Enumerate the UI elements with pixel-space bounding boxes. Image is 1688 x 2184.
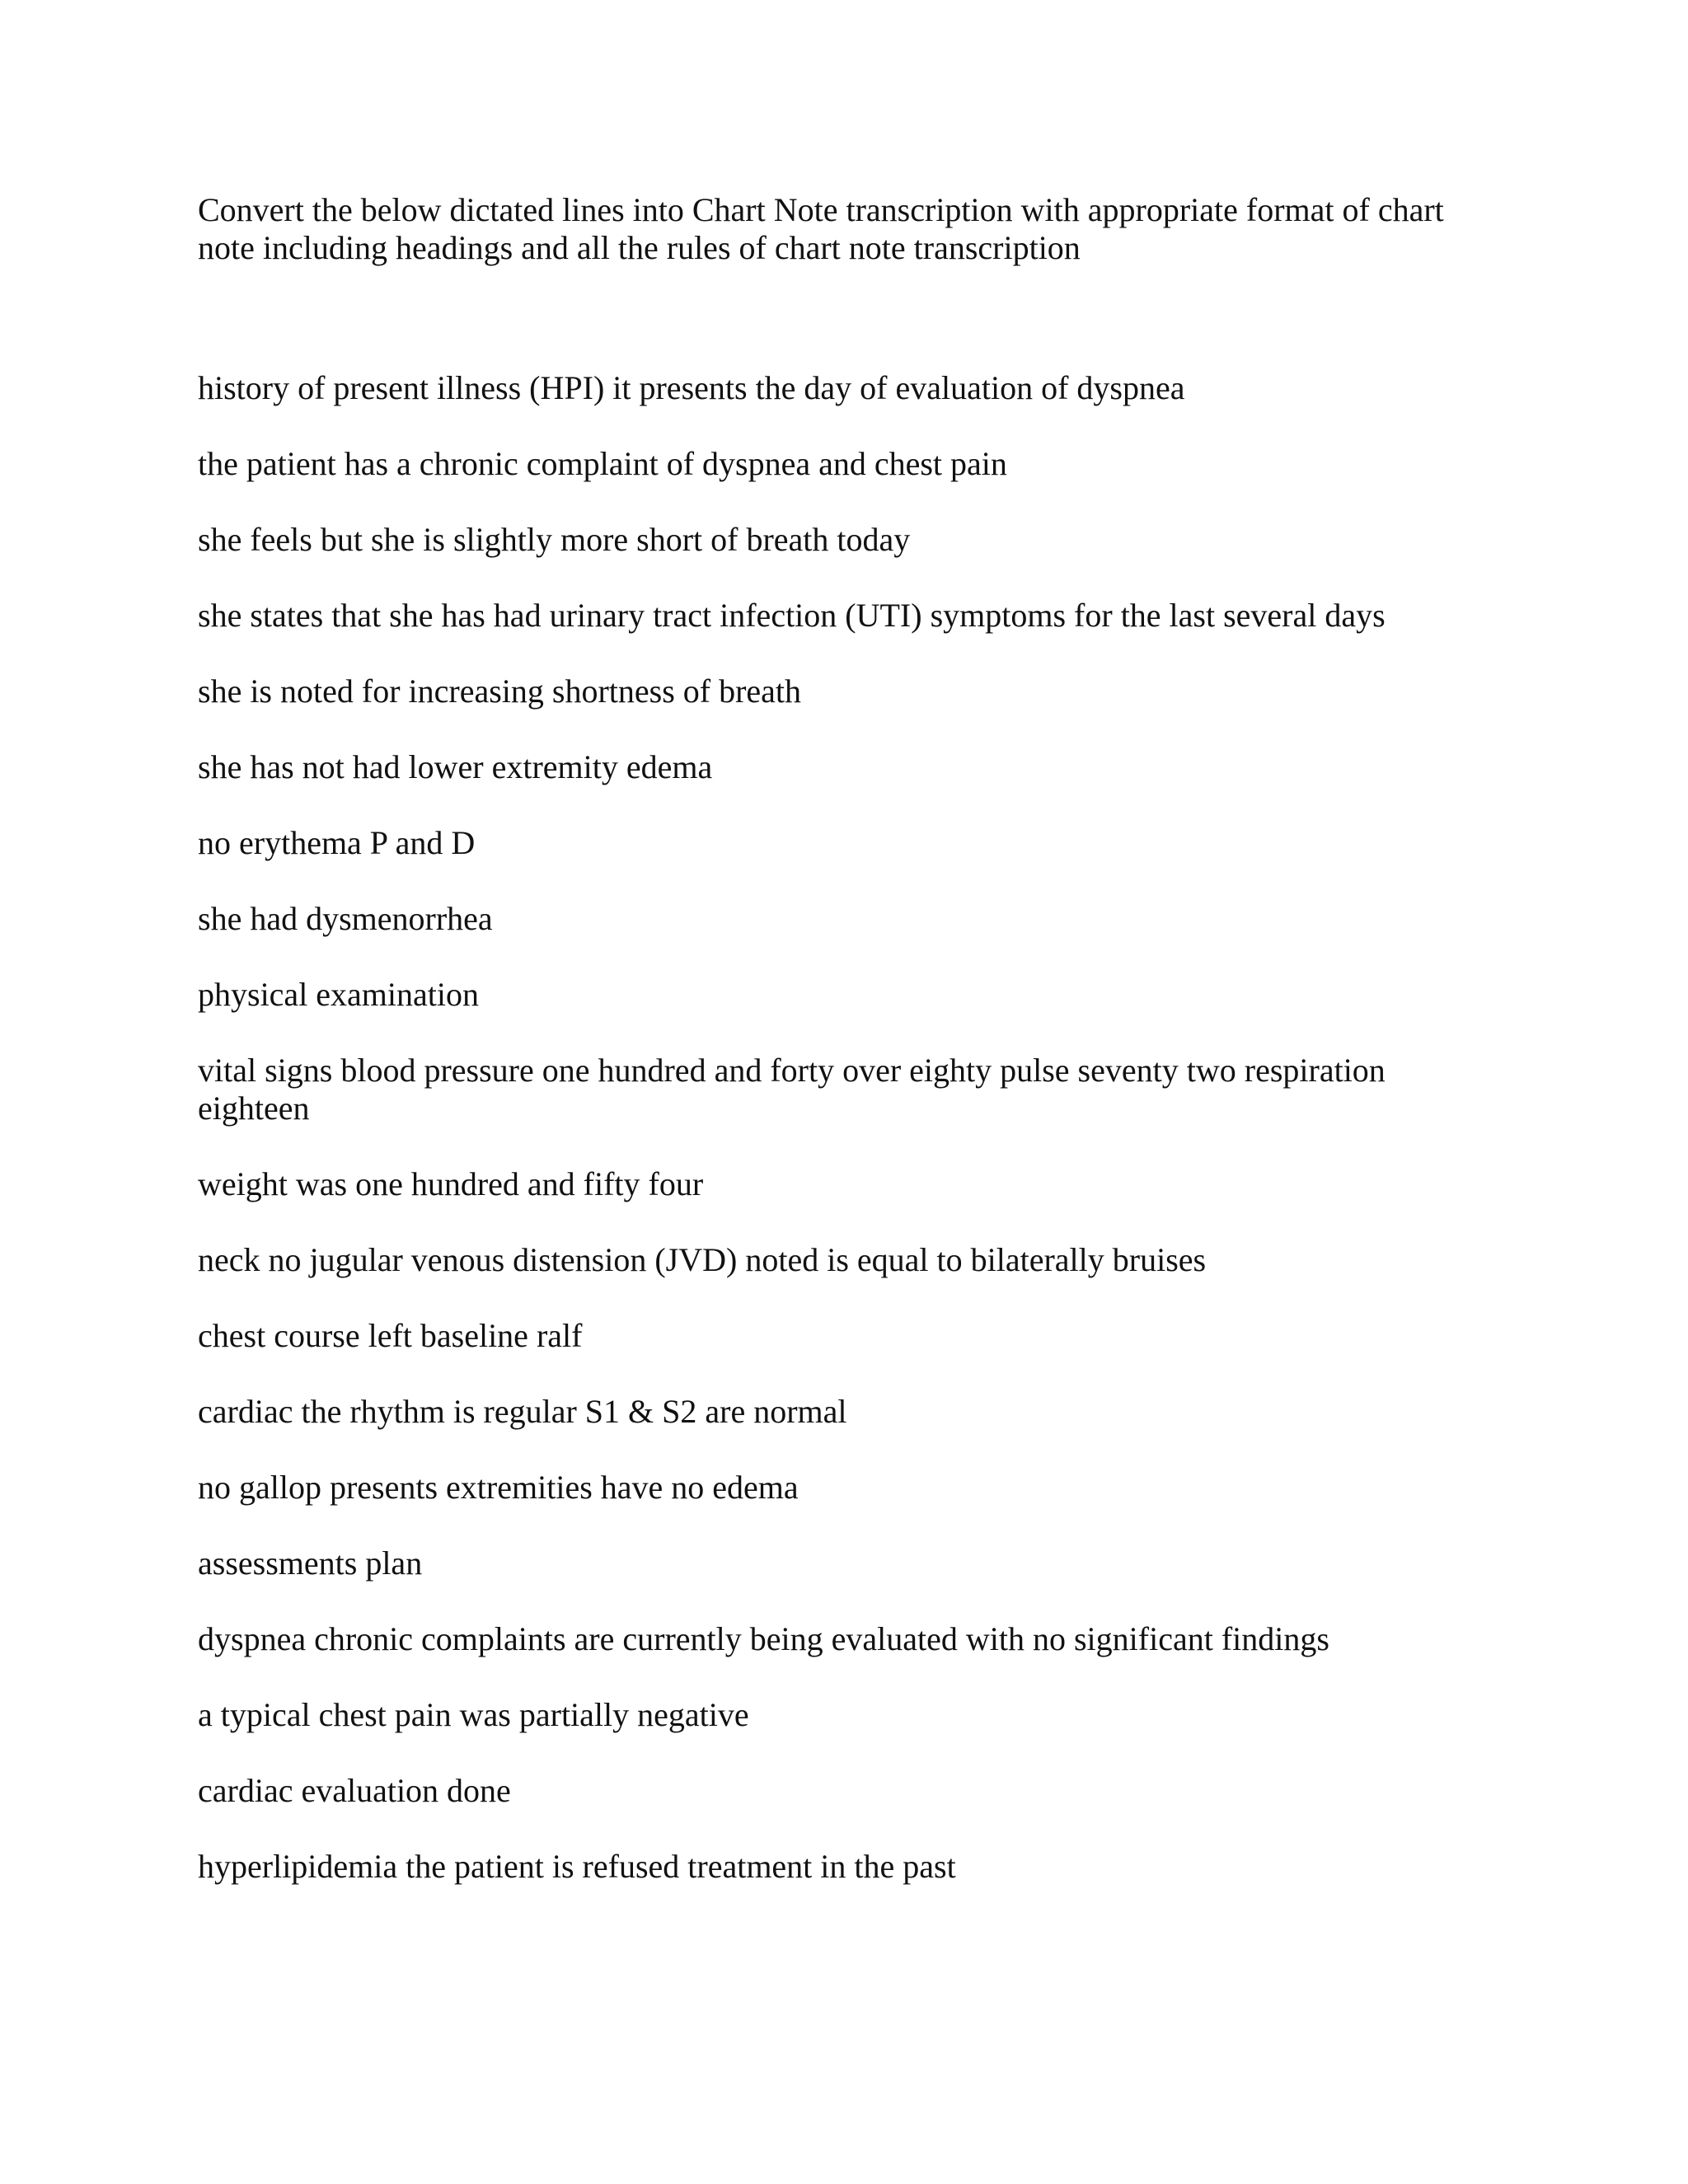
dictated-line: she has not had lower extremity edema (198, 748, 713, 785)
dictated-line: she feels but she is slightly more short of breath today (198, 521, 911, 558)
dictated-line: she had dysmenorrhea (198, 900, 493, 937)
dictated-line: dyspnea chronic complaints are currently being evaluated with no significant findings (198, 1620, 1329, 1657)
dictated-line: assessments plan (198, 1544, 423, 1582)
dictated-line: vital signs blood pressure one hundred and forty over eighty pulse seventy two respiration eighteen (198, 1052, 1386, 1127)
dictated-line: neck no jugular venous distension (JVD) noted is equal to bilaterally bruises (198, 1241, 1207, 1278)
dictated-line: chest course left baseline ralf (198, 1317, 583, 1354)
document-body (198, 191, 1484, 1924)
dictated-lines-list (198, 369, 1484, 1886)
dictated-line: a typical chest pain was partially negative (198, 1696, 749, 1733)
dictated-line: weight was one hundred and fifty four (198, 1165, 704, 1202)
dictated-line: hyperlipidemia the patient is refused treatment in the past (198, 1848, 956, 1885)
instruction-paragraph: Convert the below dictated lines into Chart Note transcription with appropriate format of chart note including headings and all the rules of chart note transcription (198, 191, 1444, 266)
dictated-line: she is noted for increasing shortness of breath (198, 673, 802, 710)
dictated-line: no gallop presents extremities have no edema (198, 1469, 799, 1506)
dictated-line: no erythema P and D (198, 824, 476, 861)
dictated-line: she states that she has had urinary tract infection (UTI) symptoms for the last several days (198, 597, 1386, 634)
dictated-line: physical examination (198, 976, 480, 1013)
dictated-line: cardiac the rhythm is regular S1 & S2 are normal (198, 1393, 847, 1430)
dictated-line: cardiac evaluation done (198, 1772, 511, 1809)
dictated-line: history of present illness (HPI) it presents the day of evaluation of dyspnea (198, 369, 1185, 406)
dictated-line: the patient has a chronic complaint of dyspnea and chest pain (198, 445, 1007, 482)
